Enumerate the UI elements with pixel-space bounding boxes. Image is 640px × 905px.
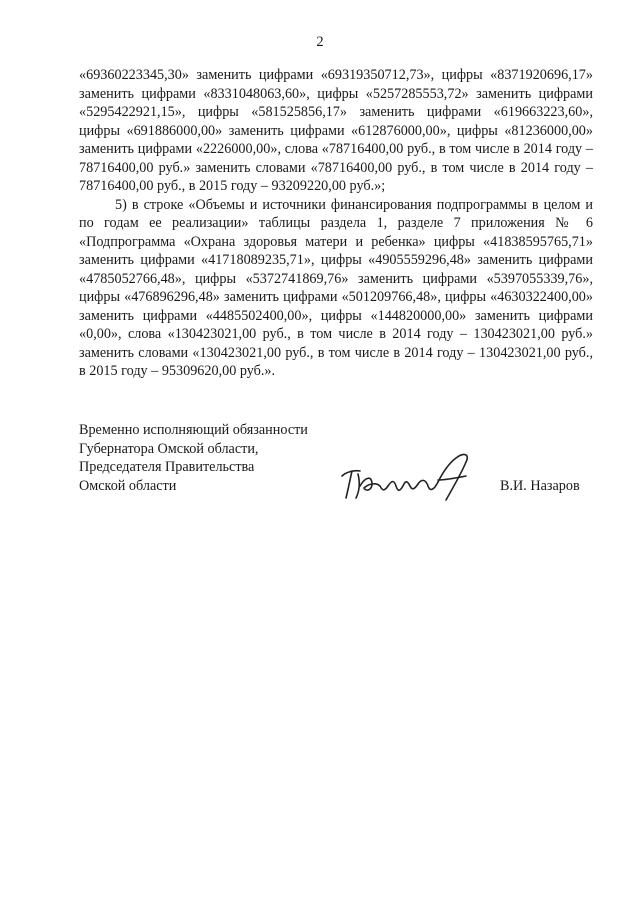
signatory-title-line: Председателя Правительства xyxy=(79,459,255,475)
signer-name: В.И. Назаров xyxy=(500,478,580,494)
signatory-title-line: Омской области xyxy=(79,477,177,494)
signatory-title-line: Губернатора Омской области, xyxy=(79,440,259,457)
document-body xyxy=(79,66,593,381)
page-number: 2 xyxy=(316,34,324,50)
signatory-title-line: Временно исполняющий обязанности xyxy=(79,422,308,438)
handwritten-signature-icon xyxy=(338,446,488,506)
paragraph-amendment-5: 5) в строке «Объемы и источники финансирования подпрограммы в целом и по годам ее реализации» таблицы раздела 1, разделе 7 приложения № 6 «Подпрограмма «Охрана здоровья матери и ребенка» цифры «41838595765,71» заменить цифрами «41718089235,71», цифры «4905559296,48» заменить цифрами «4785052766,48», цифры «5372741869,76» заменить цифрами «5397055339,76», цифры «476896296,48» заменить цифрами «501209766,48», цифры «4630322400,00» заменить цифрами «4485502400,00», цифры «144820000,00» заменить цифрами «0,00», слова «130423021,00 руб., в том числе в 2014 году – 130423021,00 руб.» заменить словами «130423021,00 руб., в том числе в 2014 году – 130423021,00 руб., в 2015 году – 95309620,00 руб.». xyxy=(79,196,593,379)
signatory-title-block xyxy=(79,421,308,495)
paragraph-amendment-4-continued: «69360223345,30» заменить цифрами «69319350712,73», цифры «8371920696,17» заменить цифрами «8331048063,60», цифры «5257285553,72» заменить цифрами «5295422921,15», цифры «581525856,17» заменить цифрами «619663223,60», цифры «691886000,00» заменить цифрами «612876000,00», цифры «81236000,00» заменить цифрами «2226000,00», слова «78716400,00 руб., в том числе в 2014 году – 78716400,00 руб.» заменить словами «78716400,00 руб., в том числе в 2014 году – 78716400,00 руб., в 2015 году – 93209220,00 руб.»; xyxy=(79,67,593,194)
